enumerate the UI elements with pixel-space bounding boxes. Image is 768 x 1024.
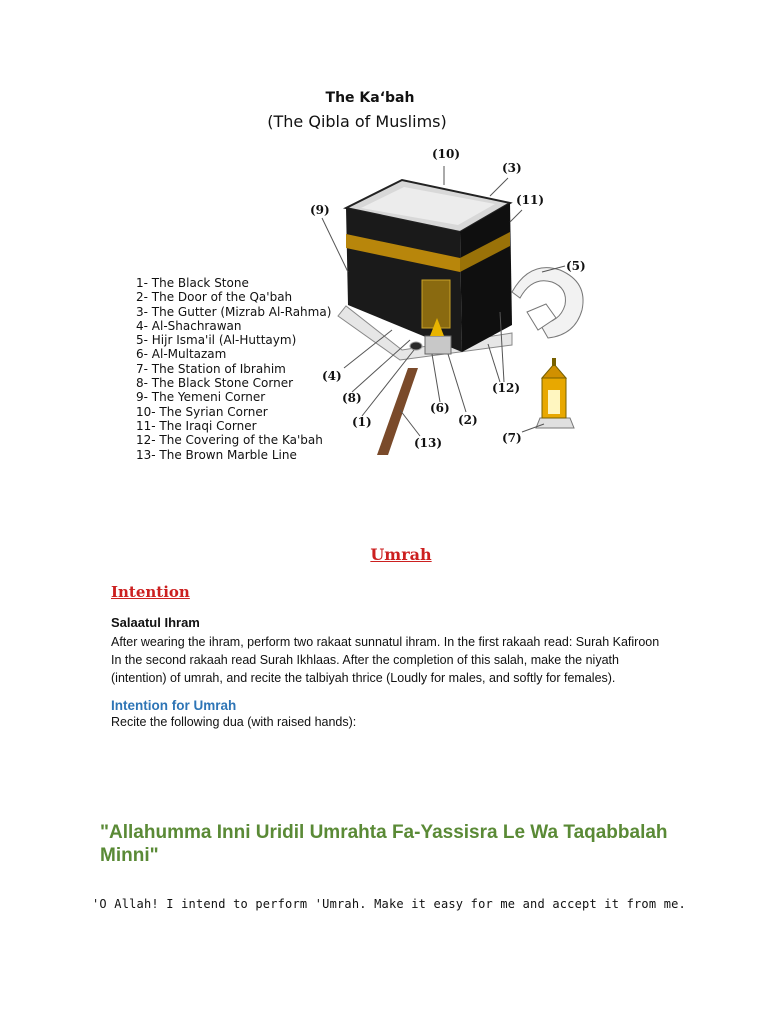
callout-label: (9) [310,203,330,217]
legend-item: 7- The Station of Ibrahim [136,361,286,376]
legend-item: 11- The Iraqi Corner [136,418,257,433]
callout-label: (4) [322,369,342,383]
figure-subtitle: (The Qibla of Muslims) [267,112,447,131]
callout-label: (7) [502,431,522,445]
legend-item: 6- Al-Multazam [136,347,227,362]
legend-item: 2- The Door of the Qa'bah [136,290,293,305]
callout-label: (5) [566,259,586,273]
brown-marble-line [377,368,418,455]
umrah-heading: Umrah [370,545,432,564]
body-line: (intention) of umrah, and recite the talbiyah thrice (Loudly for males, and softly for females). [111,671,616,685]
hijr-ismail-wall [512,268,583,338]
callout-label: (11) [516,193,545,207]
legend-item: 1- The Black Stone [136,276,249,290]
figure-title: The Ka‘bah [325,90,415,106]
legend-item: 8- The Black Stone Corner [136,376,294,391]
body-line: After wearing the ihram, perform two rakaat sunnatul ihram. In the first rakaah read: Surah Kafiroon [111,635,660,649]
legend-item: 10- The Syrian Corner [136,404,268,419]
legend-item: 9- The Yemeni Corner [136,390,266,405]
black-stone [410,342,422,350]
recite-instruction: Recite the following dua (with raised hands): [111,715,357,729]
umrah-dua: "Allahumma Inni Uridil Umrahta Fa-Yassisra Le Wa Taqabbalah Minni" [100,822,668,866]
legend-item: 13- The Brown Marble Line [136,447,297,462]
salaatul-ihram-body [111,633,711,687]
station-of-ibrahim [536,358,574,428]
legend-item: 12- The Covering of the Ka'bah [136,433,323,448]
legend-item: 3- The Gutter (Mizrab Al-Rahma) [136,304,332,319]
intention-for-umrah-title: Intention for Umrah [111,698,237,713]
callout-label: (10) [432,147,461,161]
callout-label: (12) [492,381,521,395]
salaatul-ihram-title: Salaatul Ihram [111,615,200,630]
callout-label: (8) [342,391,362,405]
callout-label: (3) [502,161,522,175]
callout-label: (6) [430,401,450,415]
legend-item: 5- Hijr Isma'il (Al-Huttaym) [136,333,297,348]
callout-label: (2) [458,413,478,427]
intention-heading: Intention [111,583,190,601]
kaaba-diagram [300,140,620,470]
dua-translation: 'O Allah! I intend to perform 'Umrah. Make it easy for me and accept it from me. [92,897,686,911]
callout-label: (13) [414,436,443,450]
callout-label: (1) [352,415,372,429]
body-line: In the second rakaah read Surah Ikhlaas. After the completion of this salah, make the niyath [111,653,619,667]
legend-item: 4- Al-Shachrawan [136,318,242,333]
